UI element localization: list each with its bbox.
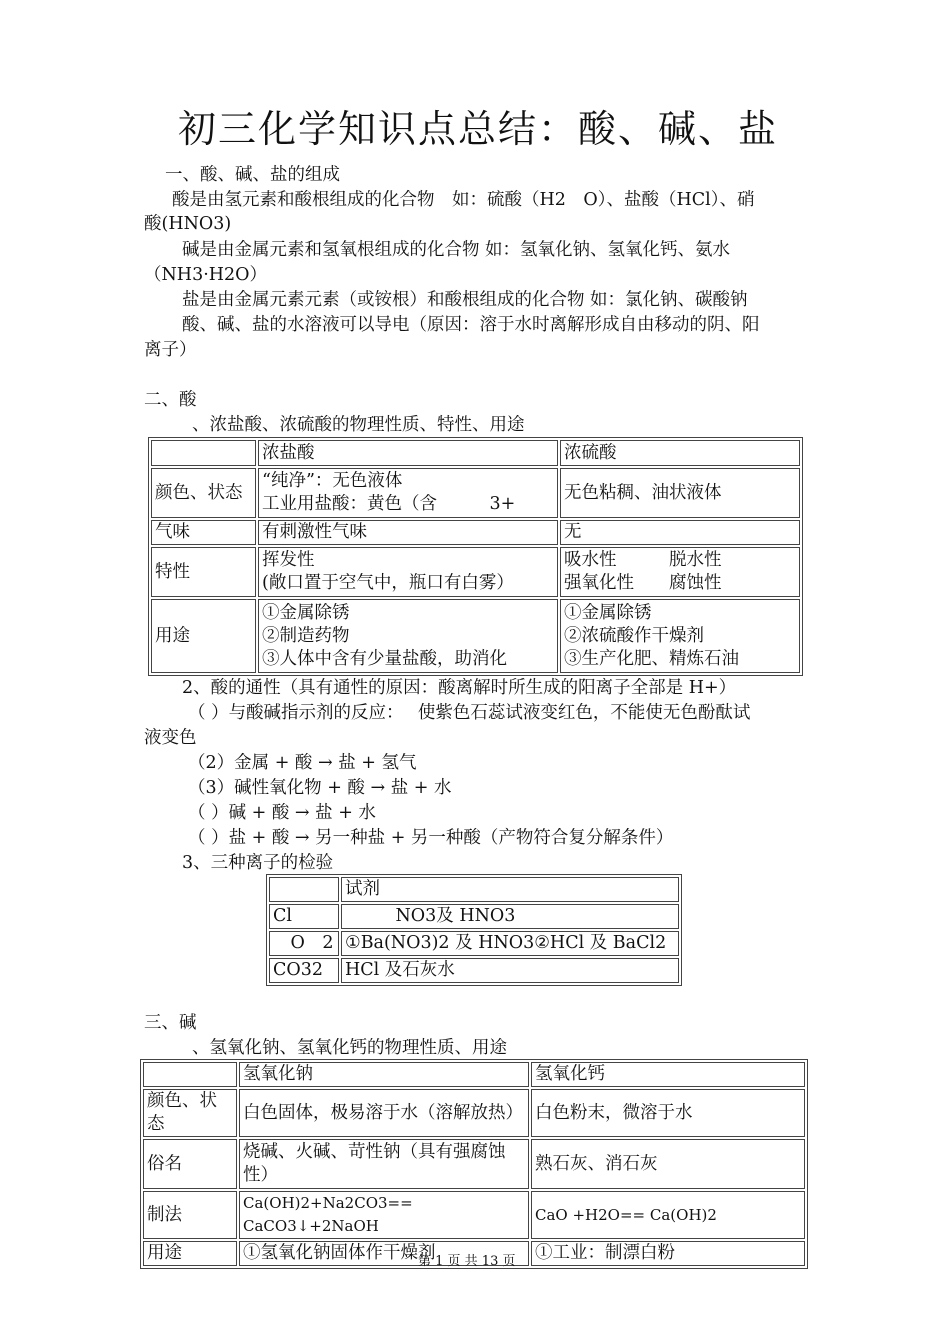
cell-line: 性）: [243, 1165, 278, 1185]
table-row: [151, 547, 800, 597]
table-row: [269, 958, 679, 983]
table-cell: CaO +H2O== Ca(OH)2: [531, 1191, 805, 1239]
cell-line: ①金属除锈: [564, 602, 652, 623]
table-cell: [258, 599, 558, 673]
paragraph-line: （ ）盐 + 酸 → 另一种盐 + 另一种酸（产物符合复分解条件）: [188, 828, 674, 848]
row-label: 颜色、状态: [151, 468, 256, 518]
row-label: CO32: [269, 958, 339, 983]
table-row: [151, 520, 800, 545]
table-row: [269, 904, 679, 929]
cell-line: 烧碱、火碱、苛性钠（具有强腐蚀: [243, 1142, 506, 1162]
table-header-cell: 氢氧化钠: [239, 1062, 529, 1087]
table-header-cell: 浓硫酸: [560, 440, 800, 466]
table-row: [143, 1089, 805, 1137]
table-cell: [151, 440, 256, 466]
paragraph-line: 碱是由金属元素和氢氧根组成的化合物 如：氢氧化钠、氢氧化钙、氨水: [182, 240, 731, 260]
base-properties-table: [140, 1059, 808, 1269]
table-cell: 白色固体，极易溶于水（溶解放热）: [239, 1089, 529, 1137]
table-row: [269, 877, 679, 902]
paragraph-line: 离子）: [144, 340, 197, 360]
table-cell: NO3及 HNO3: [341, 904, 679, 929]
paragraph-line: （ ）与酸碱指示剂的反应： 使紫色石蕊试液变红色，不能使无色酚酞试: [188, 703, 751, 723]
section-heading: 二、酸: [144, 390, 197, 410]
cell-line: ③生产化肥、精炼石油: [564, 648, 739, 669]
cell-line: 强氧化性 腐蚀性: [564, 573, 722, 593]
cell-line: ②制造药物: [262, 625, 350, 646]
subsection-heading: 3、三种离子的检验: [182, 853, 334, 873]
cell-line: 工业用盐酸：黄色（含 3+: [262, 494, 516, 514]
paragraph-line: 酸是由氢元素和酸根组成的化合物 如：硫酸（H2 O）、盐酸（HCl）、硝: [172, 190, 755, 210]
row-label: 气味: [151, 520, 256, 545]
table-cell: [560, 599, 800, 673]
table-cell: [258, 468, 558, 518]
page-title: 初三化学知识点总结：酸、碱、盐: [178, 107, 779, 151]
cell-line: 挥发性: [262, 550, 315, 570]
row-label: Cl: [269, 904, 339, 929]
table-header-cell: 氢氧化钙: [531, 1062, 805, 1087]
table-row: [269, 931, 679, 956]
paragraph-line: 酸(HNO3): [144, 214, 232, 234]
cell-line: (敞口置于空气中，瓶口有白雾）: [262, 573, 514, 593]
table-cell: 熟石灰、消石灰: [531, 1139, 805, 1189]
paragraph-line: 液变色: [144, 728, 197, 748]
paragraph-line: 酸、碱、盐的水溶液可以导电（原因：溶于水时离解形成自由移动的阴、阳: [182, 315, 760, 335]
table-cell: ①Ba(NO3)2 及 HNO3②HCl 及 BaCl2: [341, 931, 679, 956]
row-label: 俗名: [143, 1139, 237, 1189]
section-heading: 一、酸、碱、盐的组成: [165, 165, 340, 185]
paragraph-line: （2）金属 + 酸 → 盐 + 氢气: [188, 753, 417, 773]
table-cell: [143, 1062, 237, 1087]
acid-properties-table: [148, 437, 803, 676]
table-cell: 无: [560, 520, 800, 545]
cell-line: ①金属除锈: [262, 602, 350, 623]
table-cell: 有刺激性气味: [258, 520, 558, 545]
subsection-heading: 、浓盐酸、浓硫酸的物理性质、特性、用途: [192, 415, 525, 435]
cell-line: ②浓硫酸作干燥剂: [564, 625, 704, 646]
row-label: 用途: [151, 599, 256, 673]
table-cell: 白色粉末，微溶于水: [531, 1089, 805, 1137]
paragraph-line: （3）碱性氧化物 + 酸 → 盐 + 水: [188, 778, 452, 798]
table-row: [143, 1062, 805, 1087]
section-heading: 三、碱: [144, 1013, 197, 1033]
row-label: 特性: [151, 547, 256, 597]
table-row: [143, 1139, 805, 1189]
table-cell: ①氢氧化钠固体作干燥剂: [239, 1241, 529, 1266]
subsection-heading: 2、酸的通性（具有通性的原因：酸离解时所生成的阳离子全部是 H+）: [182, 678, 737, 698]
subsection-heading: 、氢氧化钠、氢氧化钙的物理性质、用途: [192, 1038, 507, 1058]
paragraph-line: （ ）碱 + 酸 → 盐 + 水: [188, 803, 376, 823]
table-cell: [269, 877, 339, 902]
table-cell: 无色粘稠、油状液体: [560, 468, 800, 518]
table-row: [151, 599, 800, 673]
page-footer: 第 1 页 共 13 页: [418, 1254, 516, 1269]
table-row: [151, 440, 800, 466]
table-header-cell: 试剂: [341, 877, 679, 902]
table-header-cell: 浓盐酸: [258, 440, 558, 466]
row-label: 制法: [143, 1191, 237, 1239]
table-cell: HCl 及石灰水: [341, 958, 679, 983]
row-label: 用途: [143, 1241, 237, 1266]
table-cell: Ca(OH)2+Na2CO3== CaCO3↓+2NaOH: [239, 1191, 529, 1239]
cell-line: 吸水性 脱水性: [564, 550, 722, 570]
table-row: [143, 1191, 805, 1239]
table-cell: [258, 547, 558, 597]
paragraph-line: （NH3·H2O）: [144, 265, 268, 285]
table-cell: ①工业：制漂白粉: [531, 1241, 805, 1266]
cell-line: “纯净”：无色液体: [262, 471, 403, 491]
paragraph-line: 盐是由金属元素元素（或铵根）和酸根组成的化合物 如：氯化钠、碳酸钠: [182, 290, 748, 310]
row-label: 颜色、状态: [143, 1089, 237, 1137]
table-cell: [239, 1139, 529, 1189]
row-label: O 2: [269, 931, 339, 956]
table-cell: [560, 547, 800, 597]
ion-test-table: [266, 874, 682, 986]
table-row: [151, 468, 800, 518]
cell-line: ③人体中含有少量盐酸，助消化: [262, 648, 507, 669]
